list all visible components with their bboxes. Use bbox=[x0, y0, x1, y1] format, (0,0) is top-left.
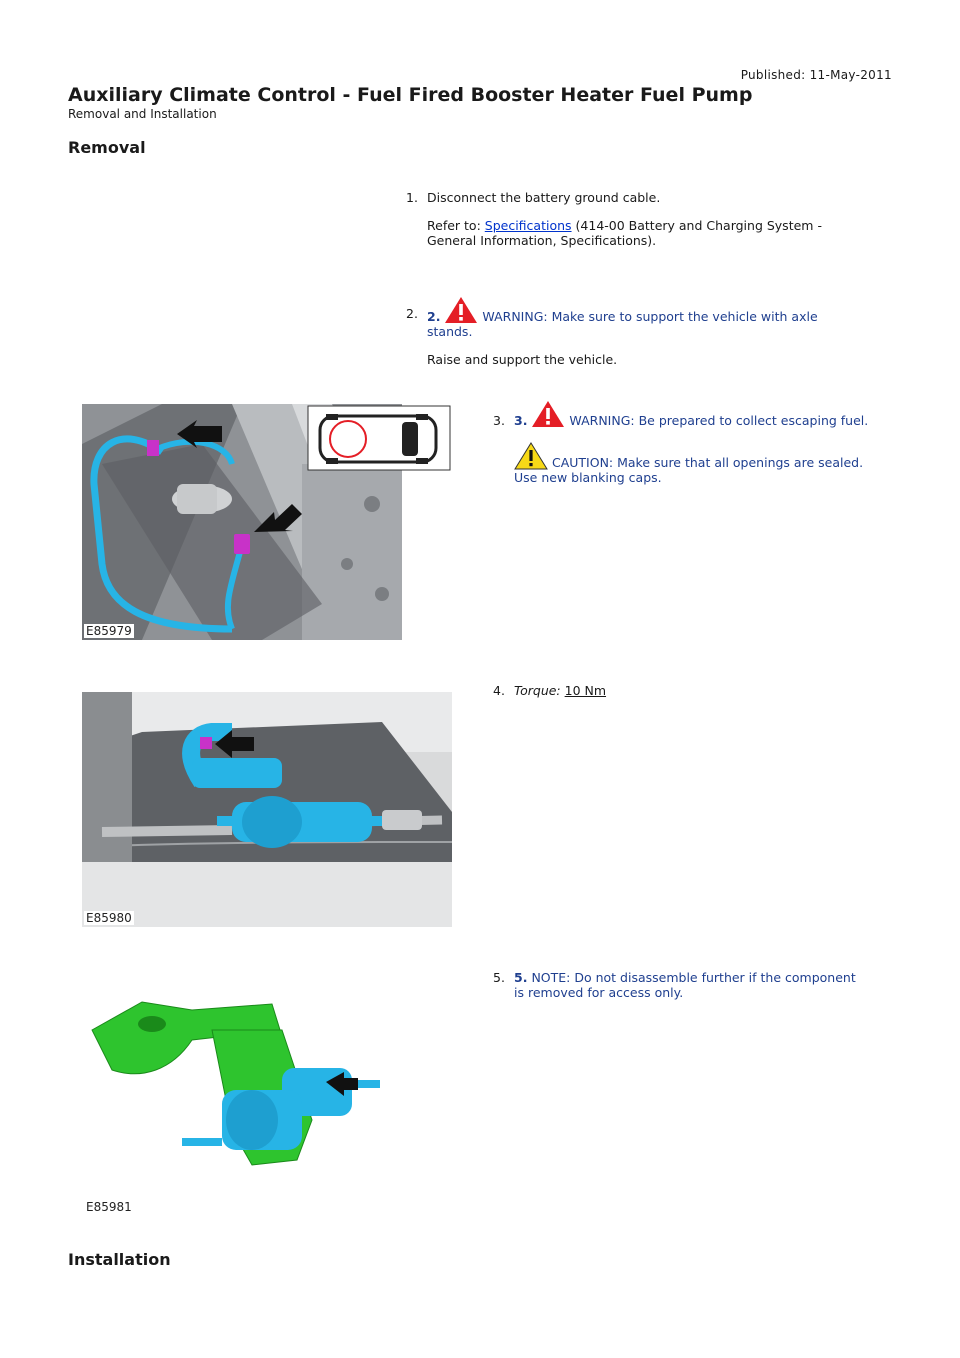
step-3-warning bbox=[514, 400, 899, 428]
step-5-label: 5. bbox=[514, 970, 528, 985]
figure-e85979 bbox=[82, 404, 452, 640]
step-2-number: 2. bbox=[406, 306, 418, 321]
figure-e85980 bbox=[82, 692, 452, 927]
step-1 bbox=[427, 190, 897, 248]
warning-icon bbox=[444, 296, 478, 324]
step-3-caution-text-2: Use new blanking caps. bbox=[514, 470, 662, 485]
specifications-link[interactable]: Specifications bbox=[484, 218, 572, 233]
step-3-caution bbox=[514, 442, 899, 485]
step-3 bbox=[514, 400, 899, 485]
step-2-text: Raise and support the vehicle. bbox=[427, 352, 618, 367]
step-4-number: 4. bbox=[493, 683, 505, 698]
step-3-label: 3. bbox=[514, 413, 528, 428]
page-title: Auxiliary Climate Control - Fuel Fired Booster Heater Fuel Pump bbox=[68, 84, 753, 106]
installation-heading: Installation bbox=[68, 1250, 171, 1269]
figure-e85981 bbox=[82, 990, 392, 1216]
torque-value: 10 Nm bbox=[564, 683, 607, 698]
step-3-warning-text: WARNING: Be prepared to collect escaping fuel. bbox=[569, 413, 869, 428]
step-5-number: 5. bbox=[493, 970, 505, 985]
refer-suffix: (414-00 Battery and Charging System - bbox=[575, 218, 822, 233]
step-2-warning-text-2: stands. bbox=[427, 324, 473, 339]
step-2-warning-text: WARNING: Make sure to support the vehicle with axle bbox=[482, 309, 818, 324]
caution-icon bbox=[514, 442, 548, 470]
refer-prefix: Refer to: bbox=[427, 218, 481, 233]
step-1-text: Disconnect the battery ground cable. bbox=[427, 190, 661, 205]
step-5-note: NOTE: Do not disassemble further if the component bbox=[531, 970, 856, 985]
torque-label: Torque: bbox=[514, 683, 561, 698]
warning-icon bbox=[531, 400, 565, 428]
figure-e85979-label: E85979 bbox=[86, 624, 132, 638]
step-1-number: 1. bbox=[406, 190, 418, 205]
step-5 bbox=[514, 970, 899, 1000]
step-2-label: 2. bbox=[427, 309, 441, 324]
step-1-refer bbox=[427, 218, 897, 248]
step-3-caution-text: CAUTION: Make sure that all openings are sealed. bbox=[551, 455, 864, 470]
step-2 bbox=[427, 296, 897, 367]
figure-e85981-label: E85981 bbox=[86, 1200, 132, 1214]
removal-heading: Removal bbox=[68, 138, 146, 157]
step-5-note-2: is removed for access only. bbox=[514, 985, 684, 1000]
refer-line-2: General Information, Specifications). bbox=[427, 233, 657, 248]
page-subtitle: Removal and Installation bbox=[68, 107, 217, 121]
figure-e85980-label: E85980 bbox=[86, 911, 132, 925]
step-3-number: 3. bbox=[493, 413, 505, 428]
step-4 bbox=[514, 683, 899, 698]
step-2-warning bbox=[427, 296, 897, 339]
published-date: Published: 11-May-2011 bbox=[740, 68, 892, 82]
